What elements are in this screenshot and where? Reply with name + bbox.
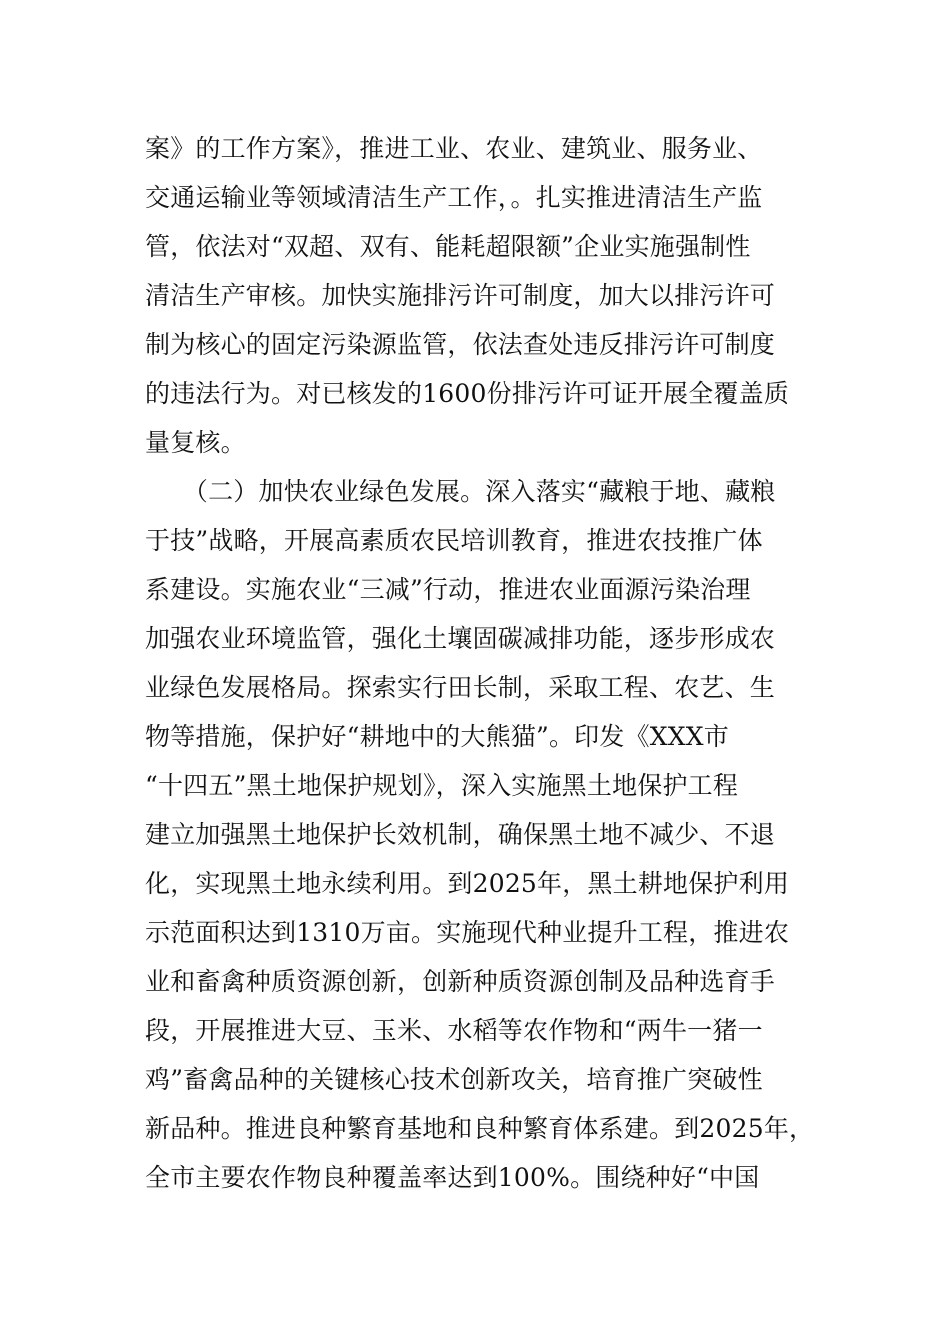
text-line: 案》的工作方案》，推进工业、农业、建筑业、服务业、 [145, 134, 763, 163]
text-line: 段，开展推进大豆、玉米、水稻等农作物和“两牛一猪一 [145, 1016, 763, 1045]
text-line: 化，实现黑土地永续利用。到2025年，黑土耕地保护利用 [145, 869, 790, 898]
section-heading-line: （二）加快农业绿色发展。深入落实“藏粮于地、藏粮 [145, 477, 776, 506]
text-line: 全市主要农作物良种覆盖率达到100%。围绕种好“中国 [145, 1163, 760, 1192]
text-line: 管，依法对“双超、双有、能耗超限额”企业实施强制性 [145, 232, 751, 261]
text-line: “十四五”黑土地保护规划》，深入实施黑土地保护工程 [145, 771, 739, 800]
text-line: 新品种。推进良种繁育基地和良种繁育体系建。到2025年， [145, 1114, 815, 1143]
body-text [145, 124, 825, 1202]
text-line: 清洁生产审核。加快实施排污许可制度，加大以排污许可 [145, 281, 776, 310]
text-line: 的违法行为。对已核发的1600份排污许可证开展全覆盖质 [145, 379, 790, 408]
text-line: 业绿色发展格局。探索实行田长制，采取工程、农艺、生 [145, 673, 776, 702]
text-line: 建立加强黑土地保护长效机制，确保黑土地不减少、不退 [145, 820, 776, 849]
text-line: 加强农业环境监管，强化土壤固碳减排功能，逐步形成农 [145, 624, 776, 653]
text-line: 系建设。实施农业“三减”行动，推进农业面源污染治理 [145, 575, 751, 604]
text-line: 鸡”畜禽品种的关键核心技术创新攻关，培育推广突破性 [145, 1065, 763, 1094]
text-line: 示范面积达到1310万亩。实施现代种业提升工程，推进农 [145, 918, 790, 947]
text-line: 量复核。 [145, 428, 246, 457]
text-line: 制为核心的固定污染源监管，依法查处违反排污许可制度 [145, 330, 776, 359]
text-line: 业和畜禽种质资源创新，创新种质资源创制及品种选育手 [145, 967, 776, 996]
text-line: 物等措施，保护好“耕地中的大熊猫”。印发《XXX市 [145, 722, 729, 751]
text-line: 交通运输业等领域清洁生产工作，。扎实推进清洁生产监 [145, 183, 763, 212]
text-line: 于技”战略，开展高素质农民培训教育，推进农技推广体 [145, 526, 763, 555]
